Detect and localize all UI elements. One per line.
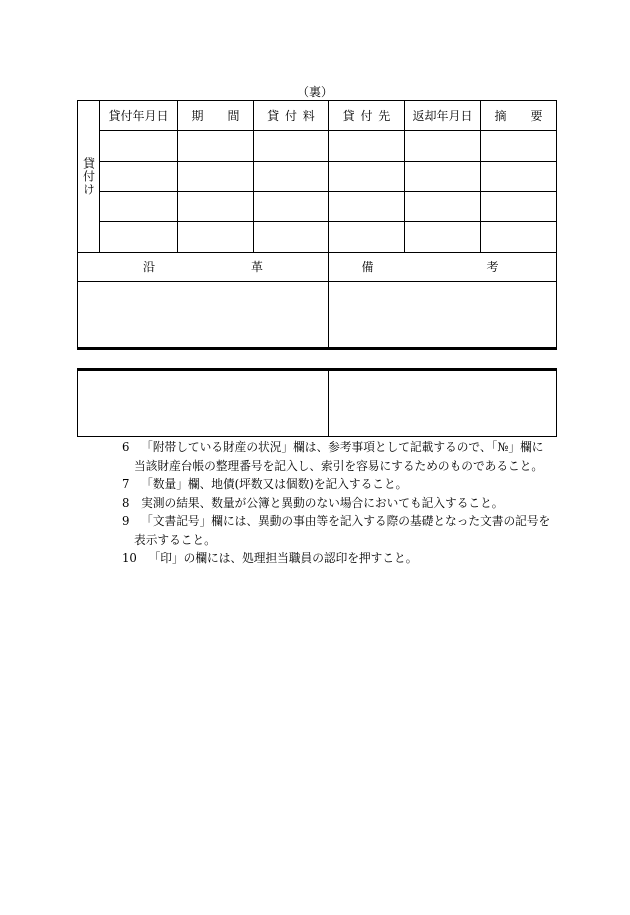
note-number: 7 bbox=[122, 477, 130, 491]
loan-table-blank-cell bbox=[480, 191, 557, 222]
note-item bbox=[0, 549, 630, 568]
loan-table-blank-cell bbox=[99, 221, 178, 253]
remarks-header-cell bbox=[328, 252, 557, 282]
loan-table-blank-cell bbox=[328, 221, 405, 253]
continuation-table bbox=[77, 368, 557, 437]
header-cell-period bbox=[177, 100, 254, 131]
header-period: 期 間 bbox=[191, 108, 240, 123]
loan-table-blank-cell bbox=[328, 130, 405, 162]
loan-table-blank-cell bbox=[99, 191, 178, 222]
loan-table-blank-cell bbox=[404, 130, 481, 162]
loan-table-blank-cell bbox=[253, 161, 329, 192]
note-text: 「附帯している財産の状況」欄は、参考事項として記載するので、「№」欄に bbox=[141, 440, 544, 454]
notes-list bbox=[0, 438, 630, 568]
loan-table-blank-cell bbox=[177, 221, 254, 253]
note-line bbox=[0, 494, 630, 513]
loan-table-blank-cell bbox=[253, 130, 329, 162]
loan-table-blank-cell bbox=[99, 130, 178, 162]
loan-table-blank-cell bbox=[480, 161, 557, 192]
note-line bbox=[0, 531, 630, 550]
loan-table-blank-cell bbox=[480, 221, 557, 253]
note-text: 当該財産台帳の整理番号を記入し、索引を容易にするためのものであること。 bbox=[134, 458, 544, 473]
note-line bbox=[0, 457, 630, 476]
note-text: 表示すること。 bbox=[134, 532, 216, 547]
loan-table-blank-cell bbox=[404, 221, 481, 253]
loan-table-blank-cell bbox=[253, 221, 329, 253]
header-summary: 摘 要 bbox=[494, 108, 543, 123]
history-label: 沿 革 bbox=[143, 260, 263, 274]
note-line bbox=[0, 549, 630, 568]
note-text: 実測の結果、数量が公簿と異動のない場合においても記入すること。 bbox=[141, 495, 504, 510]
header-cell-loan-date bbox=[99, 100, 178, 131]
note-text: 「文書記号」欄には、異動の事由等を記入する際の基礎となった文書の記号を bbox=[141, 514, 551, 528]
loan-table-blank-cell bbox=[253, 191, 329, 222]
loan-table-blank-cell bbox=[177, 161, 254, 192]
loan-section-label: 貸付け bbox=[81, 157, 96, 196]
loan-table-blank-cell bbox=[480, 130, 557, 162]
note-item bbox=[0, 475, 630, 494]
note-line bbox=[0, 475, 630, 494]
note-line bbox=[0, 438, 630, 457]
note-item bbox=[0, 494, 630, 513]
header-loan-date: 貸付年月日 bbox=[108, 108, 169, 123]
note-text: 「数量」欄、地債(坪数又は個数)を記入すること。 bbox=[141, 477, 408, 491]
header-loan-fee: 貸 付 料 bbox=[267, 108, 315, 123]
side-label: （裏） bbox=[296, 85, 333, 99]
loan-table-blank-cell bbox=[328, 191, 405, 222]
note-number: 10 bbox=[122, 551, 137, 565]
remarks-label: 備 考 bbox=[361, 260, 499, 274]
remarks-continuation-cell bbox=[328, 368, 557, 437]
loan-table-blank-cell bbox=[99, 161, 178, 192]
loan-section-cell bbox=[77, 100, 100, 253]
header-borrower: 貸 付 先 bbox=[342, 108, 391, 123]
loan-table-blank-cell bbox=[177, 130, 254, 162]
header-cell-summary bbox=[480, 100, 557, 131]
loan-table-blank-cell bbox=[177, 191, 254, 222]
loan-form-table bbox=[77, 100, 557, 350]
header-cell-borrower bbox=[328, 100, 405, 131]
loan-table-blank-cell bbox=[404, 161, 481, 192]
remarks-body-cell bbox=[328, 281, 557, 350]
header-return-date: 返却年月日 bbox=[412, 108, 473, 123]
note-number: 8 bbox=[122, 495, 130, 510]
note-line bbox=[0, 512, 630, 531]
note-number: 9 bbox=[122, 514, 130, 528]
note-item bbox=[0, 438, 630, 475]
header-cell-return-date bbox=[404, 100, 481, 131]
loan-table-blank-cell bbox=[404, 191, 481, 222]
note-number: 6 bbox=[122, 440, 130, 454]
note-item bbox=[0, 512, 630, 549]
history-body-cell bbox=[77, 281, 329, 350]
header-cell-loan-fee bbox=[253, 100, 329, 131]
loan-table-blank-cell bbox=[328, 161, 405, 192]
history-continuation-cell bbox=[77, 368, 329, 437]
history-header-cell bbox=[77, 252, 329, 282]
note-text: 「印」の欄には、処理担当職員の認印を押すこと。 bbox=[148, 551, 418, 565]
